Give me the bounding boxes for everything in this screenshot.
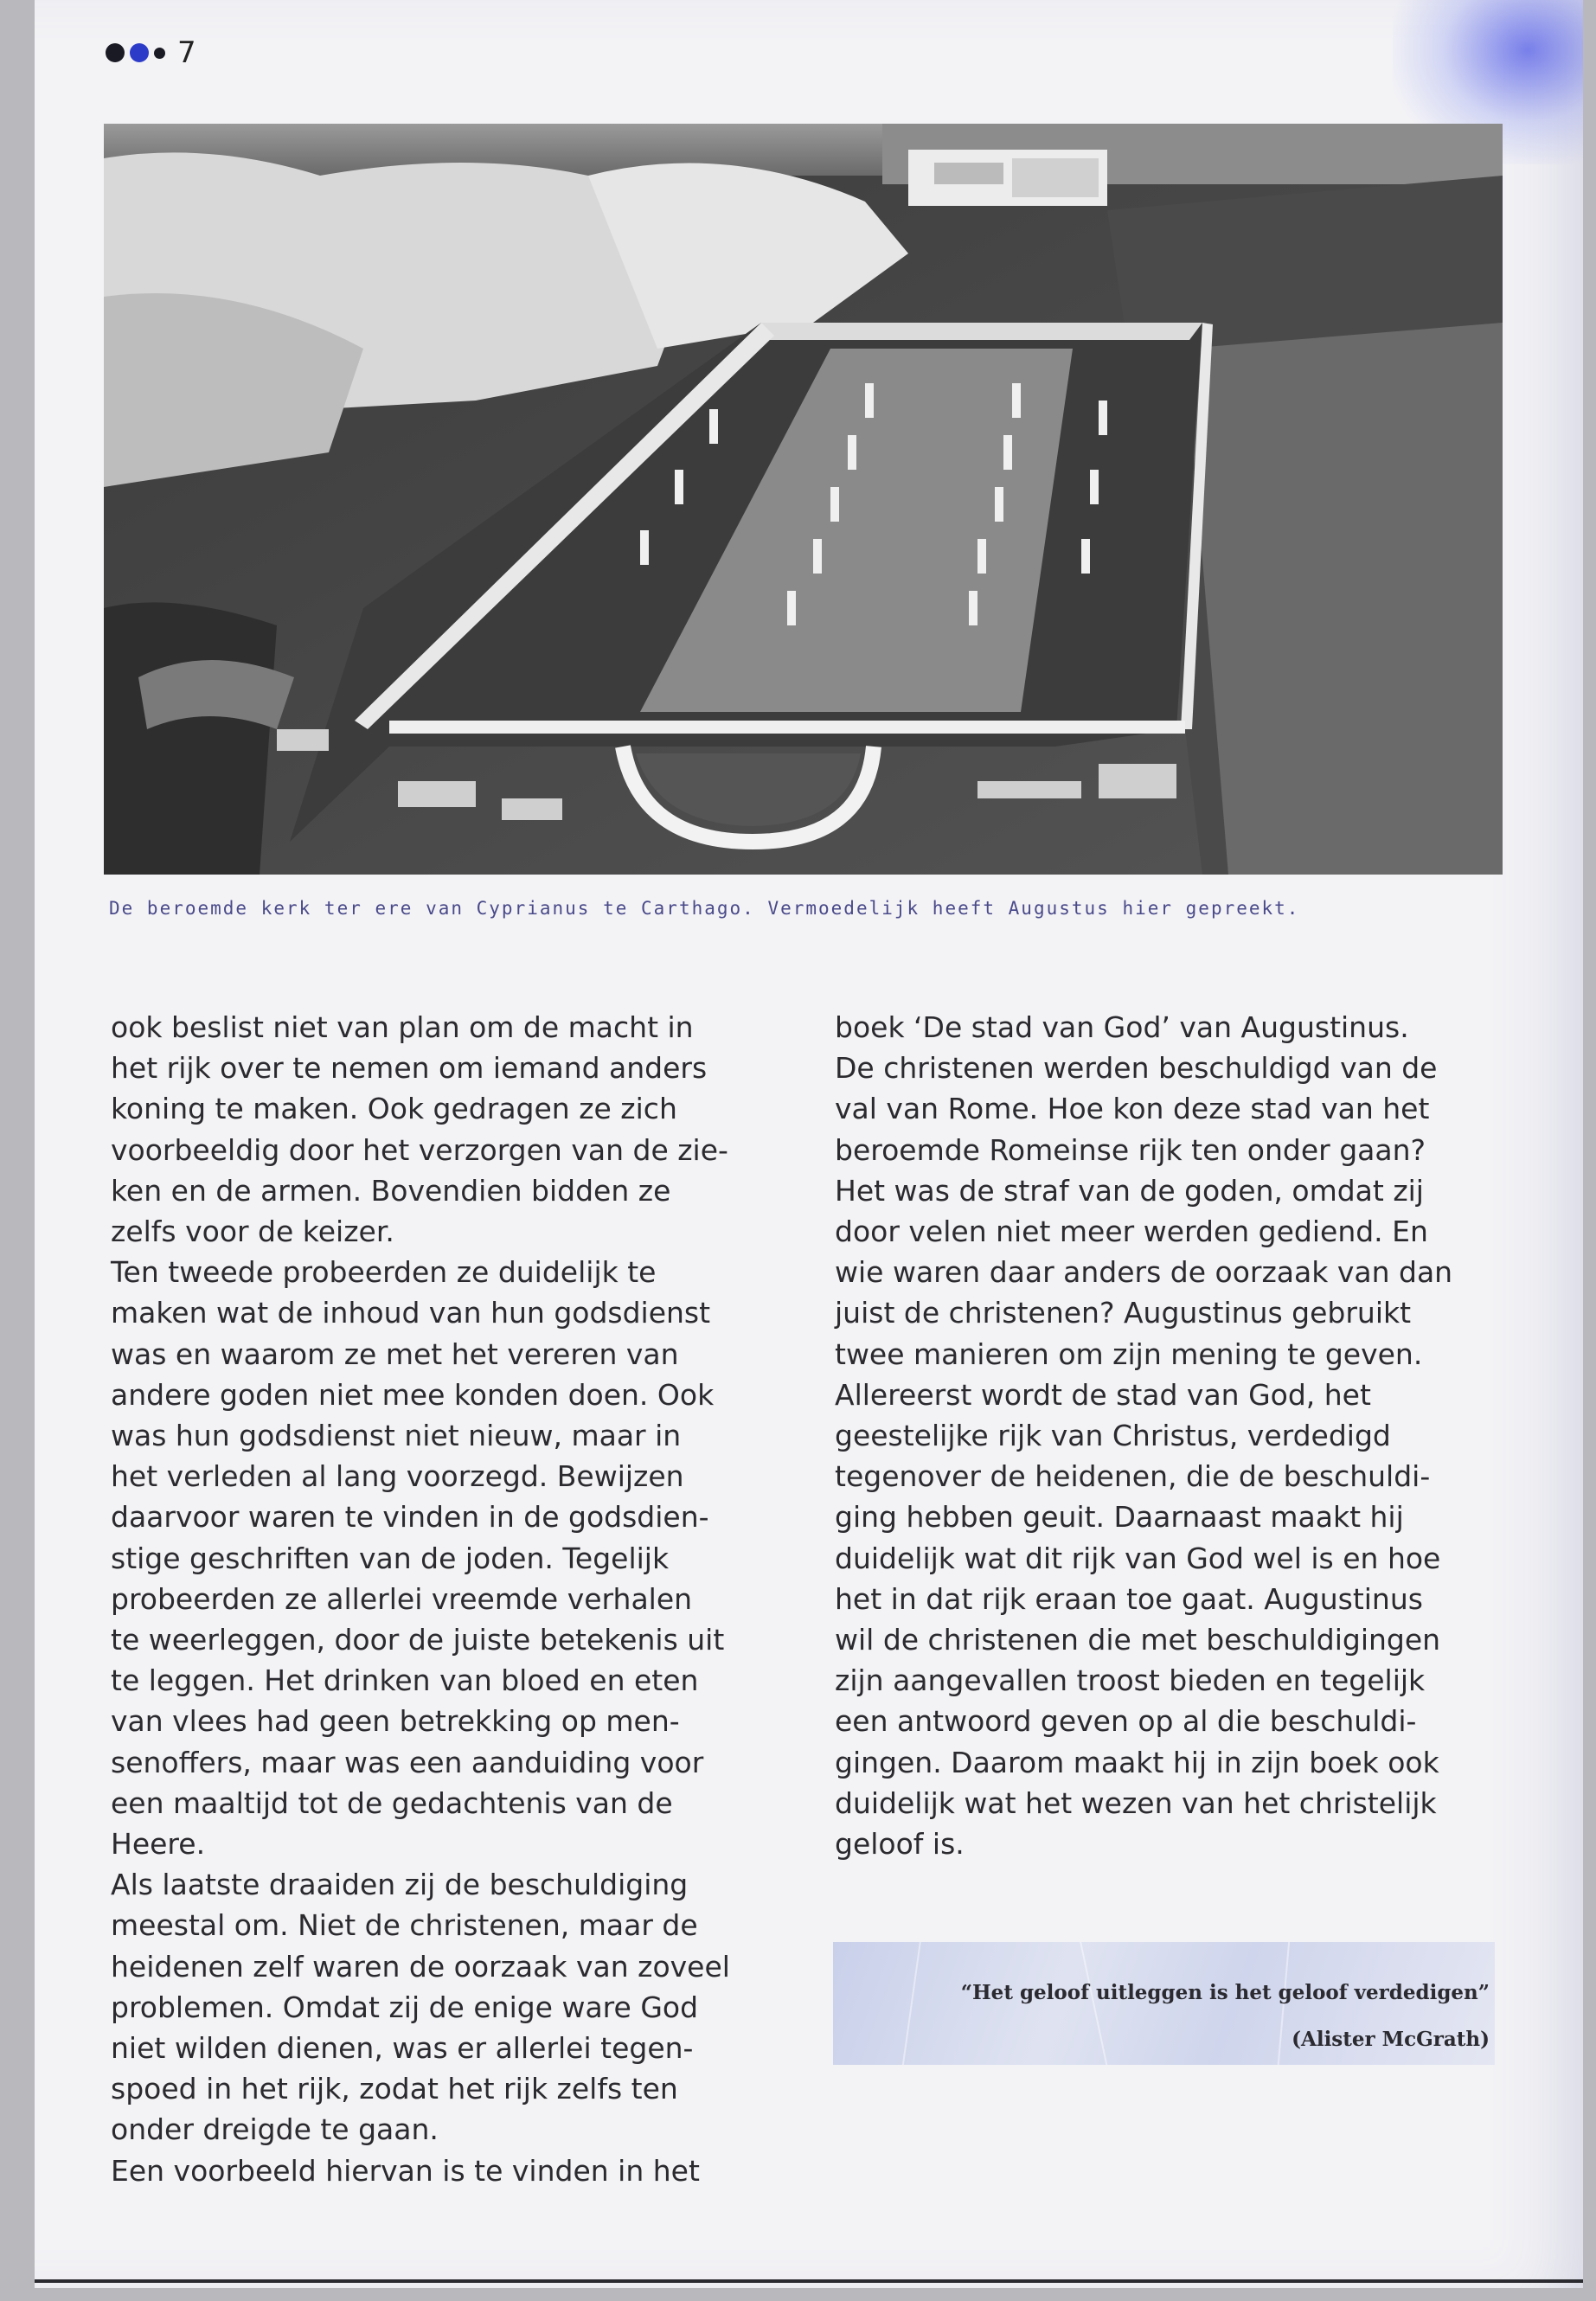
text-line: duidelijk wat dit rijk van God wel is en hoe — [835, 1541, 1441, 1575]
text-line: zijn aangevallen troost bieden en tegelijk — [835, 1663, 1426, 1698]
text-line: wie waren daar anders de oorzaak van dan — [835, 1255, 1453, 1290]
text-line: voorbeeldig door het verzorgen van de zie- — [111, 1132, 728, 1167]
text-line: Ten tweede probeerden ze duidelijk te — [111, 1255, 657, 1290]
text-line: Een voorbeeld hiervan is te vinden in het — [111, 2153, 700, 2188]
text-line: Als laatste draaiden zij de beschuldiging — [111, 1868, 689, 1902]
text-line: een antwoord geven op al die beschuldi- — [835, 1704, 1417, 1739]
book-page — [35, 0, 1583, 2288]
text-line: Allereerst wordt de stad van God, het — [835, 1377, 1371, 1412]
text-line: te leggen. Het drinken van bloed en eten — [111, 1663, 699, 1698]
text-line: ken en de armen. Bovendien bidden ze — [111, 1173, 671, 1208]
quote-box — [833, 1942, 1495, 2065]
page-number-header — [106, 35, 196, 70]
dot-icon — [130, 43, 149, 62]
text-line: het in dat rijk eraan toe gaat. Augustinus — [835, 1581, 1423, 1616]
text-line: meestal om. Niet de christenen, maar de — [111, 1908, 698, 1943]
text-line: val van Rome. Hoe kon deze stad van het — [835, 1092, 1430, 1126]
text-line: het verleden al lang voorzegd. Bewijzen — [111, 1459, 684, 1494]
text-line: onder dreigde te gaan. — [111, 2112, 439, 2147]
text-line: ook beslist niet van plan om de macht in — [111, 1010, 694, 1044]
text-line: wil de christenen die met beschuldigingen — [835, 1623, 1441, 1657]
text-line: juist de christenen? Augustinus gebruikt — [835, 1296, 1412, 1330]
text-line: te weerleggen, door de juiste betekenis uit — [111, 1623, 725, 1657]
text-line: tegenover de heidenen, die de beschuldi- — [835, 1459, 1431, 1494]
text-line: niet wilden dienen, was er allerlei tegen- — [111, 2031, 694, 2066]
dot-icon — [106, 43, 125, 62]
text-line: Het was de straf van de goden, omdat zij — [835, 1173, 1424, 1208]
text-line: stige geschriften van de joden. Tegelijk — [111, 1541, 670, 1575]
text-line: boek ‘De stad van God’ van Augustinus. — [835, 1010, 1409, 1044]
page-bottom-edge — [35, 2279, 1583, 2283]
right-text-column — [835, 1007, 1553, 1864]
text-line: een maaltijd tot de gedachtenis van de — [111, 1785, 673, 1820]
text-line: door velen niet meer werden gediend. En — [835, 1215, 1428, 1249]
text-line: beroemde Romeinse rijk ten onder gaan? — [835, 1132, 1426, 1167]
text-line: twee manieren om zijn mening te geven. — [835, 1336, 1423, 1371]
text-line: problemen. Omdat zij de enige ware God — [111, 1990, 699, 2024]
photo-caption: De beroemde kerk ter ere van Cyprianus te Carthago. Vermoedelijk heeft Augustus hier gepreekt. — [109, 898, 1300, 919]
text-line: duidelijk wat het wezen van het christelijk — [835, 1785, 1437, 1820]
text-line: heidenen zelf waren de oorzaak van zoveel — [111, 1949, 730, 1984]
text-line: spoed in het rijk, zodat het rijk zelfs ten — [111, 2072, 678, 2106]
text-line: Heere. — [111, 1827, 206, 1862]
text-line: senoffers, maar was een aanduiding voor — [111, 1745, 704, 1779]
text-line: van vlees had geen betrekking op men- — [111, 1704, 680, 1739]
quote-author: (Alister McGrath) — [1292, 2028, 1490, 2051]
left-text-column — [111, 1007, 820, 2191]
text-line: koning te maken. Ook gedragen ze zich — [111, 1092, 677, 1126]
text-line: gingen. Daarom maakt hij in zijn boek ook — [835, 1745, 1439, 1779]
text-line: geestelijke rijk van Christus, verdedigd — [835, 1419, 1391, 1453]
text-line: was en waarom ze met het vereren van — [111, 1336, 679, 1371]
dot-icon — [154, 48, 165, 59]
text-line: ging hebben geuit. Daarnaast maakt hij — [835, 1500, 1404, 1535]
quote-text: “Het geloof uitleggen is het geloof verdedigen” — [960, 1981, 1490, 2004]
page-number: 7 — [177, 35, 196, 70]
text-line: daarvoor waren te vinden in de godsdien- — [111, 1500, 709, 1535]
text-line: geloof is. — [835, 1827, 965, 1862]
text-line: het rijk over te nemen om iemand anders — [111, 1051, 708, 1086]
text-line: zelfs voor de keizer. — [111, 1215, 394, 1249]
text-line: was hun godsdienst niet nieuw, maar in — [111, 1419, 682, 1453]
text-line: De christenen werden beschuldigd van de — [835, 1051, 1438, 1086]
text-line: andere goden niet mee konden doen. Ook — [111, 1377, 715, 1412]
basilica-ruins-photo — [104, 124, 1503, 875]
quote-content — [961, 1970, 1490, 2063]
text-line: probeerden ze allerlei vreemde verhalen — [111, 1581, 693, 1616]
text-line: maken wat de inhoud van hun godsdienst — [111, 1296, 711, 1330]
